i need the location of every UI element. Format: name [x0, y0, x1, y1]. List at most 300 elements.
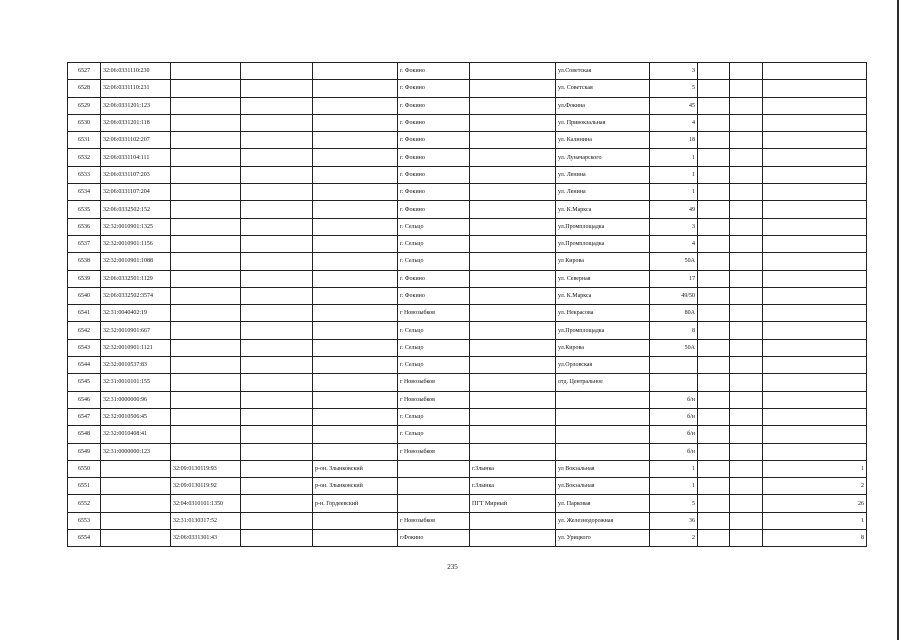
street-cell: отд. Центральное [556, 374, 650, 391]
empty-cell [241, 184, 313, 201]
cadastral-number: 32:31:0010101:155 [101, 374, 171, 391]
registry-table-body [68, 63, 867, 547]
empty-cell [698, 201, 730, 218]
empty-cell [730, 149, 763, 166]
empty-cell [241, 391, 313, 408]
city-cell: г.Фокино [398, 530, 470, 547]
cadastral-number-alt [171, 235, 241, 252]
settlement-cell [470, 322, 556, 339]
cadastral-number-alt [171, 426, 241, 443]
street-cell: ул.Промплощадка [556, 322, 650, 339]
city-cell: г. Фокино [398, 270, 470, 287]
apartment-cell [763, 80, 867, 97]
house-number-cell: 3 [650, 63, 698, 80]
settlement-cell [470, 512, 556, 529]
apartment-cell [763, 443, 867, 460]
row-number: 6553 [68, 512, 101, 529]
row-number: 6531 [68, 132, 101, 149]
table-row [68, 132, 867, 149]
apartment-cell [763, 322, 867, 339]
street-cell: ул. Луначарского [556, 149, 650, 166]
cadastral-number: 32:06:0331201:123 [101, 97, 171, 114]
cadastral-number-alt [171, 339, 241, 356]
cadastral-number: 32:32:0010408:41 [101, 426, 171, 443]
empty-cell [241, 218, 313, 235]
apartment-cell [763, 184, 867, 201]
row-number: 6539 [68, 270, 101, 287]
house-number-cell: 1 [650, 478, 698, 495]
street-cell: ул.Промплощадка [556, 218, 650, 235]
cadastral-number-alt [171, 357, 241, 374]
empty-cell [698, 97, 730, 114]
cadastral-number-alt [171, 443, 241, 460]
cadastral-number: 32:06:0331201:118 [101, 114, 171, 131]
cadastral-number: 32:31:0000000:123 [101, 443, 171, 460]
house-number-cell: 49 [650, 201, 698, 218]
cadastral-number: 32:06:0331107:203 [101, 166, 171, 183]
house-number-cell: 3 [650, 218, 698, 235]
table-row [68, 149, 867, 166]
table-row [68, 495, 867, 512]
house-number-cell: 4 [650, 235, 698, 252]
cadastral-number: 32:32:0010901:1325 [101, 218, 171, 235]
empty-cell [730, 166, 763, 183]
empty-cell [698, 357, 730, 374]
street-cell [556, 391, 650, 408]
city-cell: г Новозыбков [398, 391, 470, 408]
empty-cell [730, 270, 763, 287]
city-cell [398, 495, 470, 512]
empty-cell [730, 114, 763, 131]
settlement-cell [470, 339, 556, 356]
settlement-cell [470, 114, 556, 131]
house-number-cell [650, 357, 698, 374]
street-cell: ул.Промплощадка [556, 235, 650, 252]
empty-cell [241, 132, 313, 149]
table-row [68, 184, 867, 201]
empty-cell [730, 357, 763, 374]
apartment-cell [763, 218, 867, 235]
empty-cell [241, 426, 313, 443]
scan-edge-line [897, 0, 899, 640]
district-cell [313, 426, 398, 443]
city-cell [398, 478, 470, 495]
empty-cell [241, 305, 313, 322]
settlement-cell [470, 132, 556, 149]
house-number-cell: 2 [650, 530, 698, 547]
empty-cell [730, 63, 763, 80]
table-row [68, 253, 867, 270]
apartment-cell [763, 132, 867, 149]
cadastral-number-alt [171, 80, 241, 97]
city-cell: г. Фокино [398, 201, 470, 218]
district-cell [313, 218, 398, 235]
street-cell: ул.Советская [556, 63, 650, 80]
empty-cell [730, 512, 763, 529]
house-number-cell: 1 [650, 184, 698, 201]
cadastral-number: 32:06:0332502:152 [101, 201, 171, 218]
cadastral-number: 32:06:0331110:231 [101, 80, 171, 97]
empty-cell [698, 374, 730, 391]
cadastral-number: 32:32:0010901:1121 [101, 339, 171, 356]
house-number-cell: б/н [650, 391, 698, 408]
settlement-cell: г.Злынка [470, 478, 556, 495]
city-cell: г Новозыбков [398, 305, 470, 322]
street-cell: ул. Урицкого [556, 530, 650, 547]
district-cell [313, 357, 398, 374]
empty-cell [698, 166, 730, 183]
empty-cell [698, 270, 730, 287]
table-row [68, 166, 867, 183]
apartment-cell: 26 [763, 495, 867, 512]
house-number-cell: 4 [650, 114, 698, 131]
empty-cell [698, 305, 730, 322]
empty-cell [730, 530, 763, 547]
settlement-cell [470, 287, 556, 304]
row-number: 6541 [68, 305, 101, 322]
apartment-cell [763, 253, 867, 270]
district-cell [313, 322, 398, 339]
settlement-cell [470, 443, 556, 460]
district-cell [313, 97, 398, 114]
empty-cell [241, 512, 313, 529]
street-cell: ул.Кирова [556, 339, 650, 356]
row-number: 6530 [68, 114, 101, 131]
settlement-cell [470, 391, 556, 408]
empty-cell [730, 97, 763, 114]
apartment-cell [763, 374, 867, 391]
city-cell: г Новозыбков [398, 512, 470, 529]
row-number: 6533 [68, 166, 101, 183]
cadastral-number-alt: 32:04:0310101:1350 [171, 495, 241, 512]
street-cell: ул.Фокина [556, 97, 650, 114]
street-cell: ул. Ленина [556, 166, 650, 183]
empty-cell [698, 132, 730, 149]
cadastral-number: 32:31:0040402:19 [101, 305, 171, 322]
street-cell: ул. Некрасова [556, 305, 650, 322]
city-cell: г. Фокино [398, 184, 470, 201]
row-number: 6529 [68, 97, 101, 114]
settlement-cell [470, 426, 556, 443]
cadastral-number-alt [171, 374, 241, 391]
settlement-cell [470, 201, 556, 218]
row-number: 6543 [68, 339, 101, 356]
cadastral-number: 32:32:0010901:667 [101, 322, 171, 339]
cadastral-number-alt [171, 63, 241, 80]
cadastral-number: 32:32:0010537:83 [101, 357, 171, 374]
apartment-cell [763, 408, 867, 425]
settlement-cell [470, 149, 556, 166]
table-row [68, 339, 867, 356]
cadastral-number-alt [171, 132, 241, 149]
empty-cell [698, 460, 730, 477]
apartment-cell [763, 305, 867, 322]
empty-cell [241, 270, 313, 287]
city-cell: г. Фокино [398, 114, 470, 131]
empty-cell [730, 218, 763, 235]
cadastral-number-alt [171, 114, 241, 131]
street-cell [556, 443, 650, 460]
row-number: 6546 [68, 391, 101, 408]
settlement-cell: ПГТ Мирный [470, 495, 556, 512]
row-number: 6542 [68, 322, 101, 339]
district-cell [313, 374, 398, 391]
cadastral-number-alt [171, 322, 241, 339]
street-cell [556, 426, 650, 443]
district-cell [313, 63, 398, 80]
apartment-cell [763, 201, 867, 218]
district-cell [313, 270, 398, 287]
empty-cell [241, 357, 313, 374]
city-cell: г. Сельцо [398, 426, 470, 443]
empty-cell [241, 478, 313, 495]
cadastral-number: 32:06:0331104:111 [101, 149, 171, 166]
empty-cell [698, 443, 730, 460]
table-row [68, 426, 867, 443]
city-cell: г. Сельцо [398, 235, 470, 252]
table-row [68, 530, 867, 547]
cadastral-number [101, 460, 171, 477]
table-row [68, 512, 867, 529]
apartment-cell [763, 391, 867, 408]
street-cell: ул. Парковая [556, 495, 650, 512]
city-cell: г. Сельцо [398, 253, 470, 270]
cadastral-number-alt [171, 97, 241, 114]
city-cell [398, 460, 470, 477]
empty-cell [730, 426, 763, 443]
city-cell: г. Фокино [398, 166, 470, 183]
street-cell: ул Кирова [556, 253, 650, 270]
empty-cell [730, 201, 763, 218]
table-row [68, 460, 867, 477]
cadastral-number-alt [171, 287, 241, 304]
settlement-cell: г.Злынка [470, 460, 556, 477]
cadastral-number [101, 495, 171, 512]
street-cell: ул. Советская [556, 80, 650, 97]
table-row [68, 322, 867, 339]
empty-cell [241, 253, 313, 270]
empty-cell [241, 235, 313, 252]
settlement-cell [470, 184, 556, 201]
settlement-cell [470, 530, 556, 547]
empty-cell [698, 149, 730, 166]
settlement-cell [470, 63, 556, 80]
table-row [68, 201, 867, 218]
cadastral-number-alt [171, 201, 241, 218]
street-cell: ул.Вокзальная [556, 478, 650, 495]
house-number-cell: 1 [650, 149, 698, 166]
city-cell: г. Фокино [398, 149, 470, 166]
apartment-cell [763, 426, 867, 443]
district-cell [313, 512, 398, 529]
row-number: 6536 [68, 218, 101, 235]
apartment-cell: 2 [763, 478, 867, 495]
row-number: 6527 [68, 63, 101, 80]
house-number-cell: 18 [650, 132, 698, 149]
apartment-cell: 1 [763, 512, 867, 529]
empty-cell [730, 80, 763, 97]
district-cell [313, 166, 398, 183]
table-row [68, 235, 867, 252]
settlement-cell [470, 166, 556, 183]
district-cell [313, 287, 398, 304]
cadastral-number [101, 478, 171, 495]
district-cell [313, 443, 398, 460]
settlement-cell [470, 374, 556, 391]
city-cell: г. Сельцо [398, 322, 470, 339]
empty-cell [730, 132, 763, 149]
empty-cell [241, 287, 313, 304]
apartment-cell: 1 [763, 460, 867, 477]
row-number: 6535 [68, 201, 101, 218]
house-number-cell: 45 [650, 97, 698, 114]
city-cell: г. Фокино [398, 97, 470, 114]
apartment-cell [763, 357, 867, 374]
empty-cell [730, 460, 763, 477]
cadastral-number: 32:06:0332501:1129 [101, 270, 171, 287]
settlement-cell [470, 305, 556, 322]
city-cell: г. Сельцо [398, 218, 470, 235]
empty-cell [730, 287, 763, 304]
house-number-cell [650, 374, 698, 391]
row-number: 6550 [68, 460, 101, 477]
cadastral-number-alt: 32:06:0331301:43 [171, 530, 241, 547]
settlement-cell [470, 235, 556, 252]
settlement-cell [470, 270, 556, 287]
cadastral-number-alt [171, 166, 241, 183]
district-cell [313, 235, 398, 252]
table-row [68, 305, 867, 322]
cadastral-number-alt: 32:09:0130119:93 [171, 460, 241, 477]
street-cell: ул. Привокзальная [556, 114, 650, 131]
table-row [68, 114, 867, 131]
district-cell [313, 149, 398, 166]
cadastral-number-alt [171, 270, 241, 287]
house-number-cell: 36 [650, 512, 698, 529]
house-number-cell: 50А [650, 339, 698, 356]
row-number: 6549 [68, 443, 101, 460]
empty-cell [241, 149, 313, 166]
cadastral-number: 32:06:0331102:207 [101, 132, 171, 149]
apartment-cell: 8 [763, 530, 867, 547]
district-cell [313, 408, 398, 425]
row-number: 6540 [68, 287, 101, 304]
empty-cell [730, 391, 763, 408]
house-number-cell: б/н [650, 426, 698, 443]
city-cell: г. Сельцо [398, 408, 470, 425]
district-cell [313, 253, 398, 270]
table-row [68, 374, 867, 391]
settlement-cell [470, 408, 556, 425]
registry-table [67, 62, 867, 547]
house-number-cell: 5 [650, 80, 698, 97]
empty-cell [241, 97, 313, 114]
row-number: 6548 [68, 426, 101, 443]
cadastral-number-alt [171, 305, 241, 322]
cadastral-number-alt: 32:09:0130119:92 [171, 478, 241, 495]
row-number: 6538 [68, 253, 101, 270]
district-cell [313, 391, 398, 408]
street-cell: ул. К.Маркса [556, 287, 650, 304]
row-number: 6551 [68, 478, 101, 495]
empty-cell [730, 478, 763, 495]
empty-cell [730, 408, 763, 425]
city-cell: г. Фокино [398, 80, 470, 97]
table-row [68, 478, 867, 495]
apartment-cell [763, 235, 867, 252]
house-number-cell: 50А [650, 253, 698, 270]
cadastral-number: 32:06:0331107:204 [101, 184, 171, 201]
row-number: 6544 [68, 357, 101, 374]
cadastral-number-alt [171, 391, 241, 408]
row-number: 6552 [68, 495, 101, 512]
empty-cell [241, 443, 313, 460]
row-number: 6528 [68, 80, 101, 97]
apartment-cell [763, 270, 867, 287]
cadastral-number: 32:32:0010901:1156 [101, 235, 171, 252]
city-cell: г. Фокино [398, 287, 470, 304]
settlement-cell [470, 97, 556, 114]
empty-cell [730, 443, 763, 460]
empty-cell [698, 253, 730, 270]
cadastral-number-alt [171, 149, 241, 166]
house-number-cell: 80А [650, 305, 698, 322]
house-number-cell: 1 [650, 460, 698, 477]
apartment-cell [763, 114, 867, 131]
street-cell: ул. К.Маркса [556, 201, 650, 218]
empty-cell [698, 408, 730, 425]
empty-cell [241, 80, 313, 97]
empty-cell [241, 460, 313, 477]
empty-cell [241, 322, 313, 339]
empty-cell [698, 287, 730, 304]
city-cell: г. Сельцо [398, 357, 470, 374]
district-cell [313, 184, 398, 201]
page-number: 235 [447, 563, 458, 571]
house-number-cell: б/н [650, 408, 698, 425]
empty-cell [241, 114, 313, 131]
house-number-cell: б/н [650, 443, 698, 460]
table-row [68, 443, 867, 460]
table-row [68, 63, 867, 80]
empty-cell [698, 184, 730, 201]
street-cell: ул. Калинина [556, 132, 650, 149]
empty-cell [241, 374, 313, 391]
street-cell: ул.Орловская [556, 357, 650, 374]
district-cell [313, 201, 398, 218]
table-row [68, 287, 867, 304]
empty-cell [241, 201, 313, 218]
street-cell: ул Вокзальная [556, 460, 650, 477]
street-cell: ул. Железнодорожная [556, 512, 650, 529]
cadastral-number: 32:06:0332502:3574 [101, 287, 171, 304]
cadastral-number-alt [171, 184, 241, 201]
house-number-cell: 5 [650, 495, 698, 512]
table-row [68, 391, 867, 408]
empty-cell [241, 495, 313, 512]
empty-cell [698, 512, 730, 529]
empty-cell [698, 391, 730, 408]
empty-cell [698, 63, 730, 80]
empty-cell [698, 322, 730, 339]
cadastral-number-alt [171, 218, 241, 235]
empty-cell [698, 426, 730, 443]
row-number: 6532 [68, 149, 101, 166]
row-number: 6545 [68, 374, 101, 391]
settlement-cell [470, 218, 556, 235]
city-cell: г Новозыбков [398, 443, 470, 460]
district-cell [313, 114, 398, 131]
